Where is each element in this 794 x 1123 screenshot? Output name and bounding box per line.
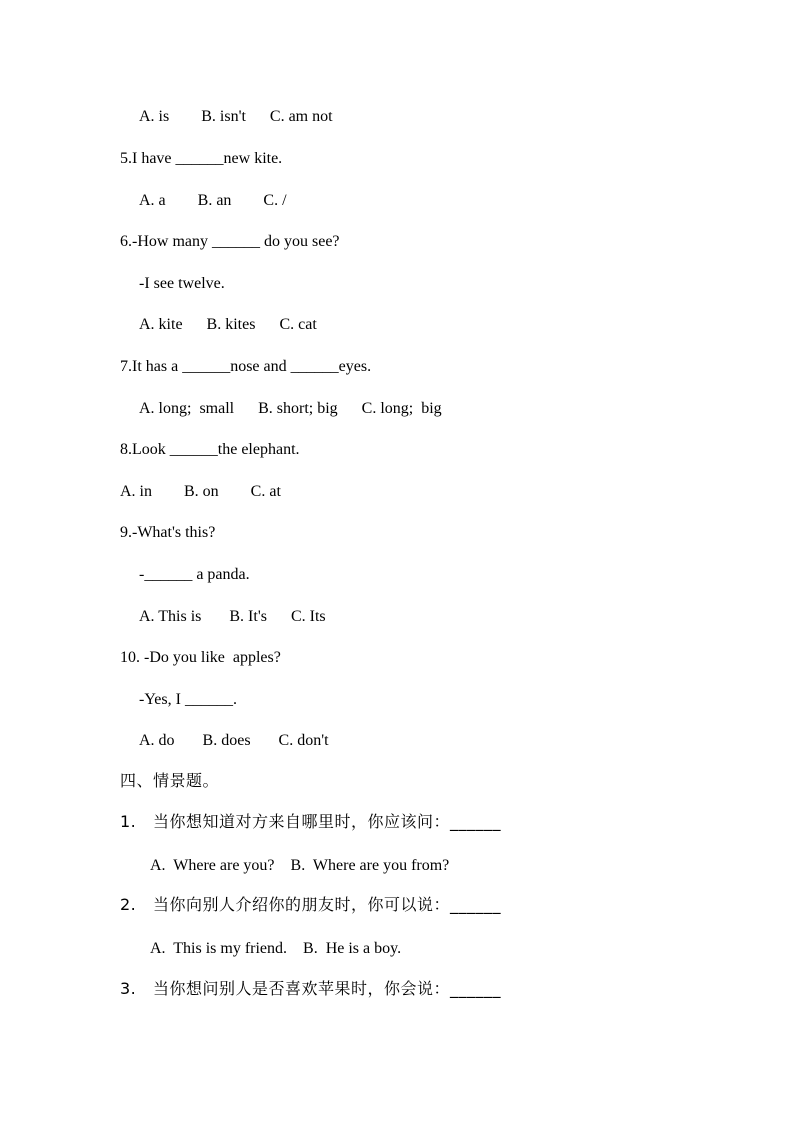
q8-options: A. in B. on C. at (120, 483, 281, 500)
q6-question: 6.-How many ______ do you see? (120, 233, 340, 250)
q10-answer-line: -Yes, I ______. (139, 691, 237, 708)
q7-question: 7.It has a ______nose and ______eyes. (120, 358, 372, 375)
q8-question: 8.Look ______the elephant. (120, 441, 300, 458)
section-four-heading: 四、情景题。 (120, 771, 220, 790)
scenario-3-question: 3. 当你想问别人是否喜欢苹果时，你会说：______ (120, 979, 502, 998)
q4-options: A. is B. isn't C. am not (139, 108, 333, 125)
scenario-1-options: A. Where are you? B. Where are you from? (150, 857, 450, 874)
q9-question: 9.-What's this? (120, 524, 216, 541)
q10-options: A. do B. does C. don't (139, 732, 329, 749)
scenario-1-question: 1. 当你想知道对方来自哪里时，你应该问：______ (120, 812, 502, 831)
scenario-2-options: A. This is my friend. B. He is a boy. (150, 940, 402, 957)
q5-options: A. a B. an C. / (139, 192, 287, 209)
q7-options: A. long; small B. short; big C. long; big (139, 400, 442, 417)
q6-answer-line: -I see twelve. (139, 275, 225, 292)
scenario-2-question: 2. 当你向别人介绍你的朋友时，你可以说：______ (120, 895, 502, 914)
q6-options: A. kite B. kites C. cat (139, 316, 317, 333)
q9-answer-line: -______ a panda. (139, 566, 250, 583)
q10-question: 10. -Do you like apples? (120, 649, 281, 666)
q9-options: A. This is B. It's C. Its (139, 608, 326, 625)
q5-question: 5.I have ______new kite. (120, 150, 283, 167)
